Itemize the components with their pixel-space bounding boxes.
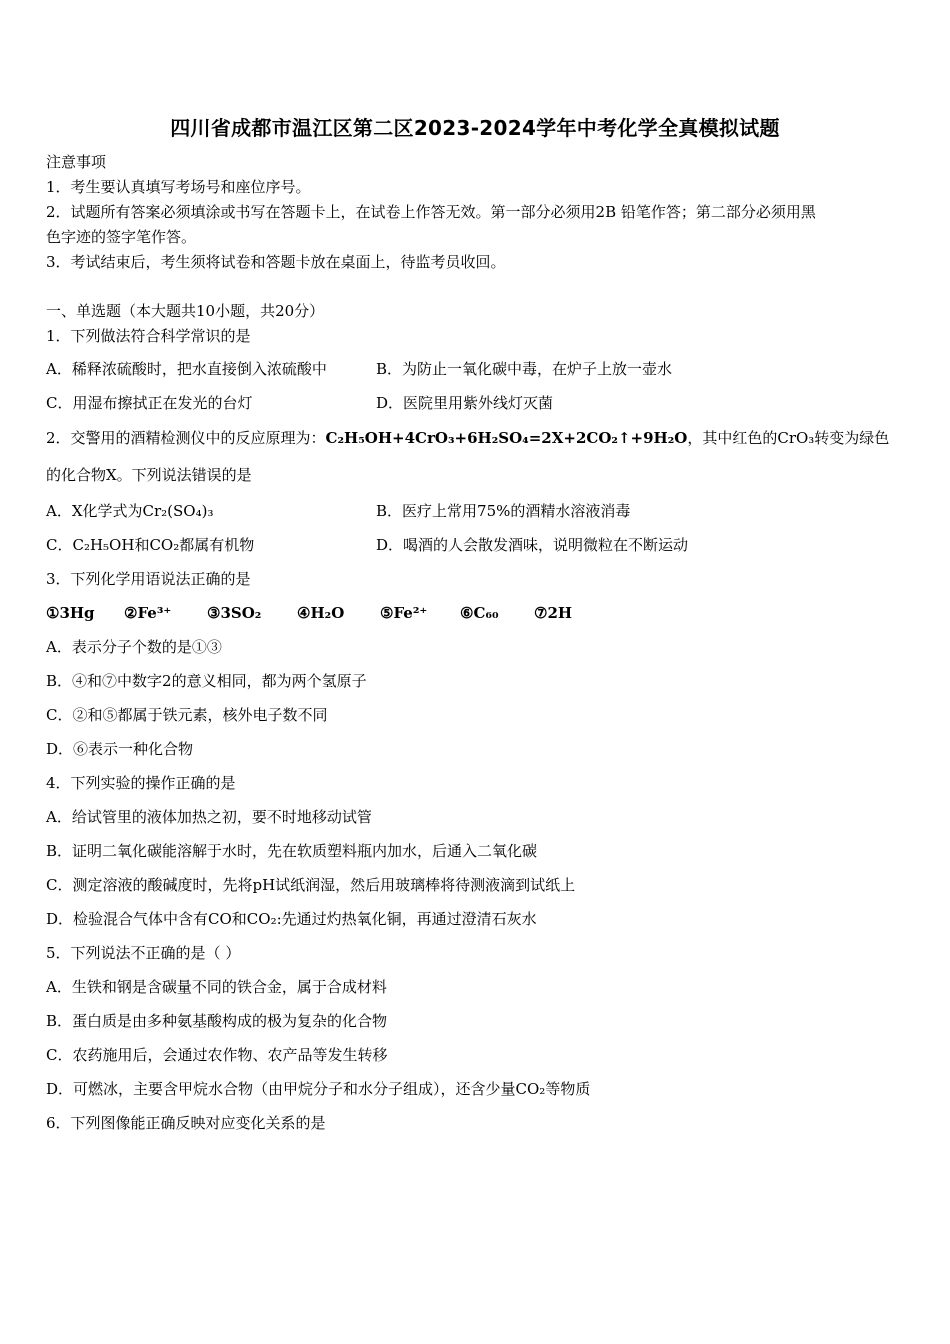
question-4-option-c: C．测定溶液的酸碱度时，先将pH试纸润湿，然后用玻璃棒将待测液滴到试纸上 [46, 876, 576, 894]
question-1-stem: 1．下列做法符合科学常识的是 [46, 327, 251, 345]
notice-heading: 注意事项 [46, 153, 107, 171]
question-4-stem: 4．下列实验的操作正确的是 [46, 774, 236, 792]
symbol-1: ①3Hg [46, 604, 95, 622]
question-5-option-d: D．可燃冰，主要含甲烷水合物（由甲烷分子和水分子组成），还含少量CO₂等物质 [46, 1080, 591, 1098]
symbol-2: ②Fe³⁺ [124, 604, 172, 622]
question-3-option-d: D．⑥表示一种化合物 [46, 740, 194, 758]
question-2-option-b: B．医疗上常用75%的酒精水溶液消毒 [376, 502, 631, 520]
question-1-option-d: D．医院里用紫外线灯灭菌 [376, 394, 554, 412]
question-4-option-a: A．给试管里的液体加热之初，要不时地移动试管 [46, 808, 372, 826]
question-2-stem-part2: ，其中红色的CrO₃转变为绿色 [687, 429, 890, 447]
question-5-option-b: B．蛋白质是由多种氨基酸构成的极为复杂的化合物 [46, 1012, 388, 1030]
question-3-option-c: C．②和⑤都属于铁元素，核外电子数不同 [46, 706, 328, 724]
notice-item-1: 1．考生要认真填写考场号和座位序号。 [46, 178, 311, 196]
question-4-option-b: B．证明二氧化碳能溶解于水时，先在软质塑料瓶内加水，后通入二氧化碳 [46, 842, 538, 860]
question-3-option-a: A．表示分子个数的是①③ [46, 638, 222, 656]
symbol-3: ③3SO₂ [207, 604, 262, 622]
question-2-option-a: A．X化学式为Cr₂(SO₄)₃ [46, 502, 214, 520]
question-2-equation: C₂H₅OH+4CrO₃+6H₂SO₄=2X+2CO₂↑+9H₂O [325, 429, 688, 447]
question-2-stem-part1: 2．交警用的酒精检测仪中的反应原理为： [46, 429, 326, 447]
question-2-option-c: C．C₂H₅OH和CO₂都属有机物 [46, 536, 255, 554]
page-title: 四川省成都市温江区第二区2023-2024学年中考化学全真模拟试题 [170, 116, 780, 140]
question-3-option-b: B．④和⑦中数字2的意义相同，都为两个氢原子 [46, 672, 367, 690]
question-1-option-c: C．用湿布擦拭正在发光的台灯 [46, 394, 253, 412]
notice-item-3: 3．考试结束后，考生须将试卷和答题卡放在桌面上，待监考员收回。 [46, 253, 506, 271]
question-5-option-c: C．农药施用后，会通过农作物、农产品等发生转移 [46, 1046, 388, 1064]
question-1-option-a: A．稀释浓硫酸时，把水直接倒入浓硫酸中 [46, 360, 327, 378]
symbol-7: ⑦2H [534, 604, 573, 622]
notice-item-2-cont: 色字迹的签字笔作答。 [46, 228, 197, 246]
question-5-option-a: A．生铁和钢是含碳量不同的铁合金，属于合成材料 [46, 978, 387, 996]
symbol-5: ⑤Fe²⁺ [380, 604, 428, 622]
question-4-option-d: D．检验混合气体中含有CO和CO₂:先通过灼热氧化铜，再通过澄清石灰水 [46, 910, 537, 928]
question-2-stem-line2: 的化合物X。下列说法错误的是 [46, 466, 252, 484]
symbol-4: ④H₂O [297, 604, 345, 622]
notice-item-2: 2．试题所有答案必须填涂或书写在答题卡上，在试卷上作答无效。第一部分必须用2B 铅笔作答；第二部分必须用黑 [46, 203, 816, 221]
question-5-stem: 5．下列说法不正确的是（ ） [46, 944, 241, 962]
question-6-stem: 6．下列图像能正确反映对应变化关系的是 [46, 1114, 326, 1132]
symbol-6: ⑥C₆₀ [460, 604, 499, 622]
question-3-stem: 3．下列化学用语说法正确的是 [46, 570, 251, 588]
question-1-option-b: B．为防止一氧化碳中毒，在炉子上放一壶水 [376, 360, 673, 378]
section-heading: 一、单选题（本大题共10小题，共20分） [46, 302, 325, 320]
question-2-option-d: D．喝酒的人会散发酒味，说明微粒在不断运动 [376, 536, 689, 554]
question-2-stem-line1 [46, 428, 889, 448]
